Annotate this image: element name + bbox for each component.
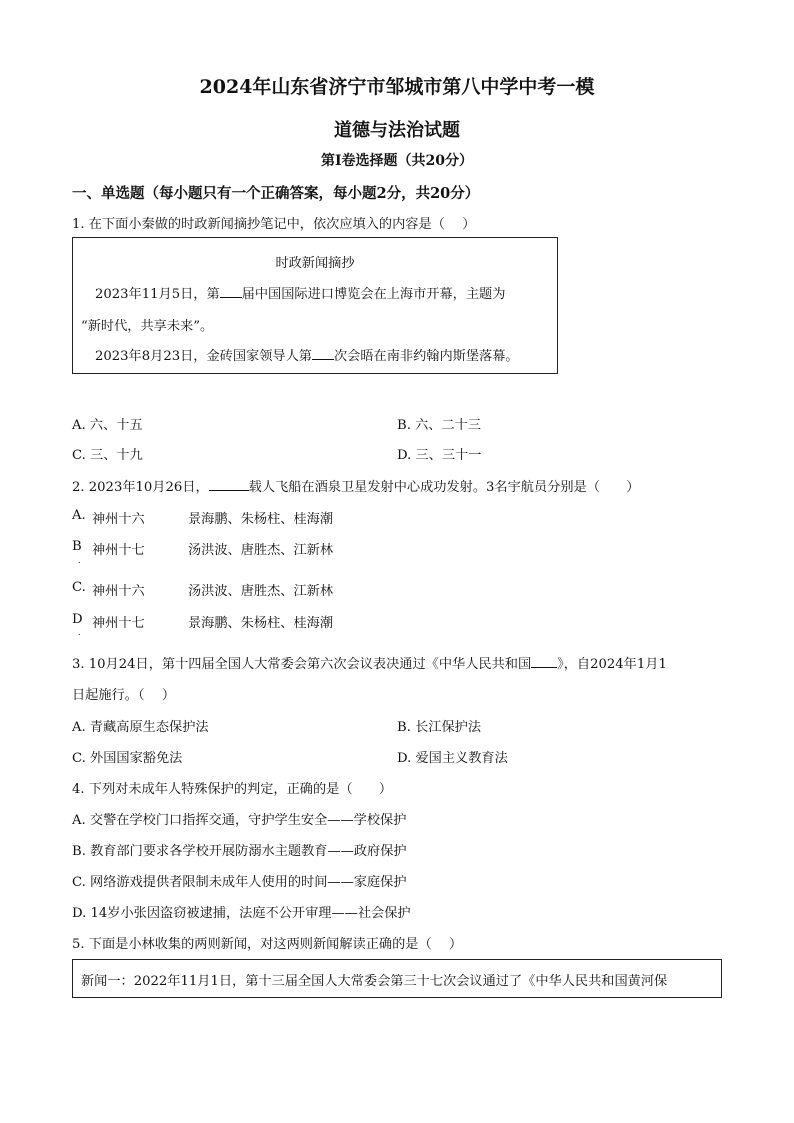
q2-option-a[interactable]: A. 神州十六 景海鹏、朱杨柱、桂海潮 — [72, 508, 334, 527]
q3-stem-line2: 日起施行。（ ） — [72, 688, 176, 703]
q1-option-c[interactable]: C. 三、十九 — [72, 448, 143, 463]
q1-option-b[interactable]: B. 六、二十三 — [397, 418, 482, 433]
q2-stem: 2. 2023年10月26日， 载人飞船在酒泉卫星发射中心成功发射。3名宇航员分别是（ ） — [72, 480, 640, 495]
q2-option-c[interactable]: C. 神州十六 汤洪波、唐胜杰、江新林 — [72, 580, 334, 599]
q1-box-title: 时政新闻摘抄 — [275, 256, 355, 271]
q5-news-1: 新闻一：2022年11月1日，第十三届全国人大常委会第三十七次会议通过了《中华人民共和国黄河保 — [81, 974, 668, 989]
q3-blank — [531, 655, 557, 668]
q1-box-line1: 2023年11月5日，第 届中国国际进口博览会在上海市开幕，主题为 — [95, 287, 506, 302]
q3-stem-line1: 3. 10月24日，第十四届全国人大常委会第六次会议表决通过《中华人民共和国 》，自2024年1月1 — [72, 657, 667, 672]
q3-option-a[interactable]: A. 青藏高原生态保护法 — [72, 720, 209, 735]
q5-news-box — [72, 959, 722, 998]
q3-option-b[interactable]: B. 长江保护法 — [397, 720, 482, 735]
q1-option-a[interactable]: A. 六、十五 — [72, 418, 143, 433]
q1-option-d[interactable]: D. 三、三十一 — [397, 448, 482, 463]
q2-option-b[interactable]: B 神州十七 汤洪波、唐胜杰、江新林 — [72, 539, 334, 558]
exam-title: 2024年山东省济宁市邹城市第八中学中考一模 — [199, 76, 595, 98]
q3-option-c[interactable]: C. 外国国家豁免法 — [72, 751, 183, 766]
q1-blank-2 — [312, 347, 334, 360]
q2-option-d[interactable]: D 神州十七 景海鹏、朱杨柱、桂海潮 — [72, 612, 334, 631]
q2-blank — [209, 478, 249, 491]
section-heading: 一、单选题（每小题只有一个正确答案，每小题2分，共20分） — [72, 185, 480, 202]
exam-part: 第I卷选择题（共20分） — [320, 153, 474, 169]
q3-option-d[interactable]: D. 爱国主义教育法 — [397, 751, 508, 766]
q1-box-line2: “新时代，共享未来”。 — [81, 319, 214, 334]
q5-stem: 5. 下面是小林收集的两则新闻，对这两则新闻解读正确的是（ ） — [72, 937, 463, 952]
q1-box-line3: 2023年8月23日，金砖国家领导人第 次会晤在南非约翰内斯堡落幕。 — [95, 349, 519, 364]
q1-news-box — [72, 237, 558, 374]
q4-stem: 4. 下列对未成年人特殊保护的判定，正确的是（ ） — [72, 782, 393, 797]
q4-option-c[interactable]: C. 网络游戏提供者限制未成年人使用的时间——家庭保护 — [72, 875, 407, 890]
q4-option-a[interactable]: A. 交警在学校门口指挥交通，守护学生安全——学校保护 — [72, 813, 407, 828]
stray-dot: . — [78, 628, 81, 637]
q1-stem: 1. 在下面小秦做的时政新闻摘抄笔记中，依次应填入的内容是（ ） — [72, 217, 476, 232]
exam-subject: 道德与法治试题 — [334, 120, 460, 141]
q4-option-b[interactable]: B. 教育部门要求各学校开展防溺水主题教育——政府保护 — [72, 844, 407, 859]
q4-option-d[interactable]: D. 14岁小张因盗窃被逮捕，法庭不公开审理——社会保护 — [72, 906, 411, 921]
stray-dot: . — [78, 556, 81, 565]
q1-blank-1 — [220, 285, 242, 298]
